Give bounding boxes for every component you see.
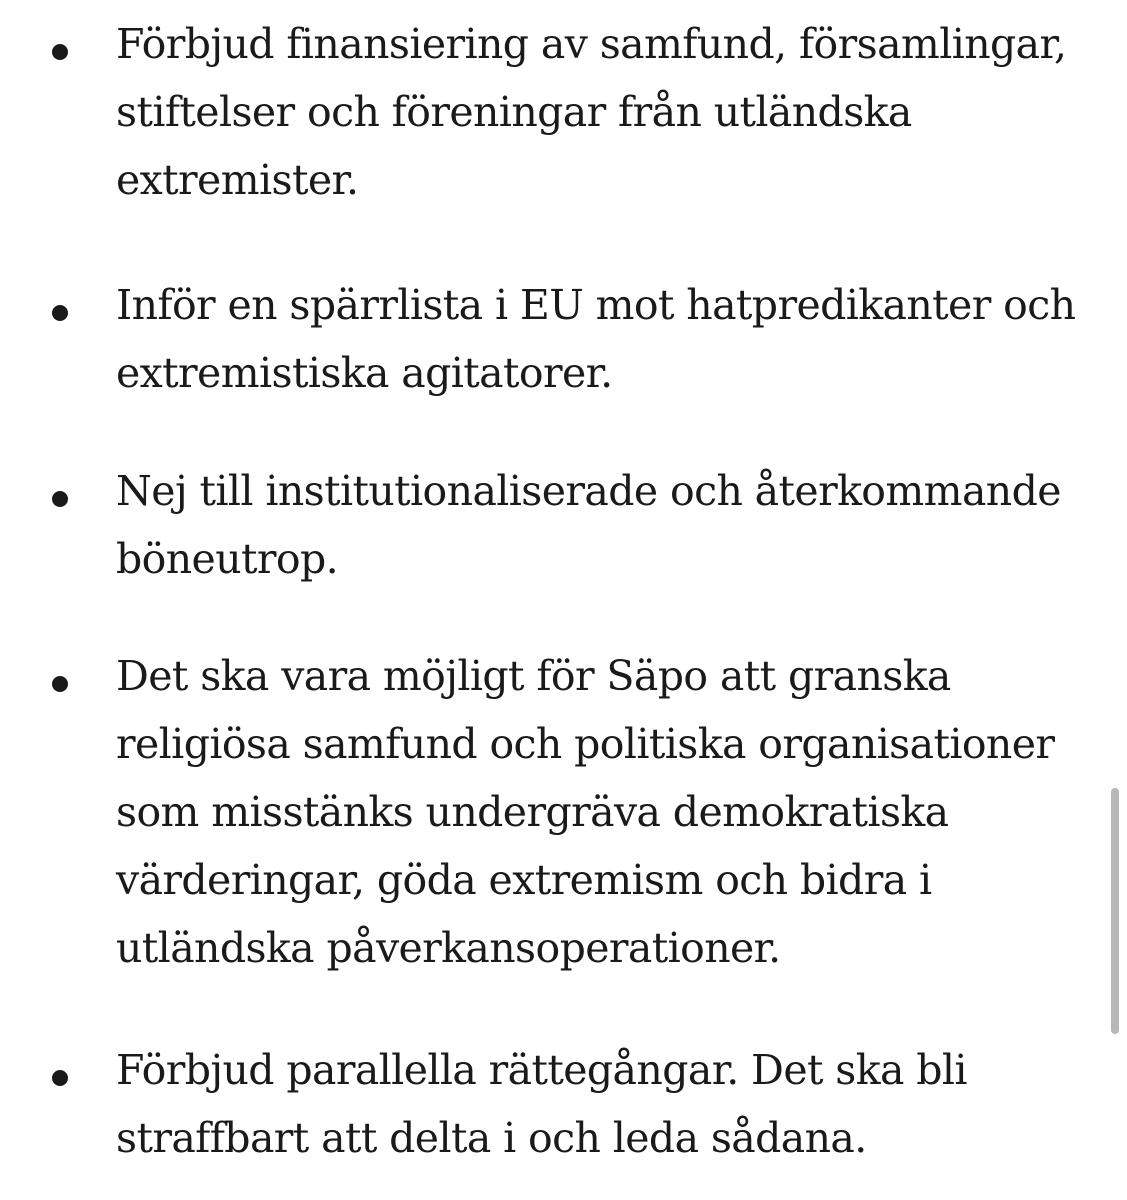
vertical-scrollbar[interactable] xyxy=(1111,788,1119,1034)
list-item-text: Nej till institutionaliserade och återkommande böneutrop. xyxy=(116,467,1061,583)
bullet-icon xyxy=(52,305,68,321)
list-item-text: Det ska vara möjligt för Säpo att granska religiösa samfund och politiska organisationer som misstänks undergräva demokratiska värderingar, göda extremism och bidra i utländska påverkansoperationer. xyxy=(116,652,1055,972)
bullet-icon xyxy=(52,676,68,692)
bullet-icon xyxy=(52,44,68,60)
list-item-text: Förbjud finansiering av samfund, församlingar, stiftelser och föreningar från utländska extremister. xyxy=(116,20,1067,204)
list-item-text: Förbjud parallella rättegångar. Det ska bli straffbart att delta i och leda sådana. xyxy=(116,1046,967,1162)
bullet-icon xyxy=(52,1070,68,1086)
list-item-text: Inför en spärrlista i EU mot hatpredikanter och extremistiska agitatorer. xyxy=(116,281,1076,397)
scrollbar-thumb[interactable] xyxy=(1111,788,1119,1034)
bullet-icon xyxy=(52,491,68,507)
